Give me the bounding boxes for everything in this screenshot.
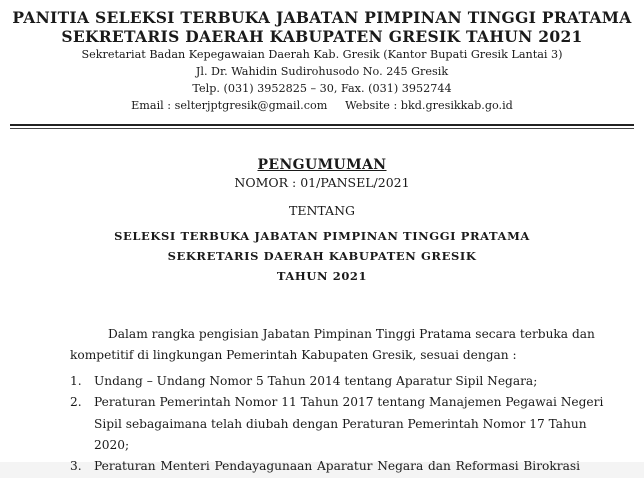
list-item-text xyxy=(94,392,604,456)
list-item xyxy=(70,371,580,392)
list-item xyxy=(70,456,580,477)
letterhead-email-website: Email : selterjptgresik@gmail.com Website : bkd.gresikkab.go.id xyxy=(131,99,513,112)
list-item-text-line-2: Sipil sebagaimana telah diubah dengan Peraturan Pemerintah Nomor 17 Tahun xyxy=(94,416,587,431)
list-item-text-line-1: Peraturan Pemerintah Nomor 11 Tahun 2017 tentang Manajemen Pegawai Negeri xyxy=(94,395,604,410)
letterhead-org-name: PANITIA SELEKSI TERBUKA JABATAN PIMPINAN TINGGI PRATAMA xyxy=(12,8,632,27)
letterhead-divider-thin xyxy=(10,128,634,129)
list-item-text-line-1: Peraturan Menteri Pendayagunaan Aparatur Negara dan Reformasi Birokrasi xyxy=(94,459,580,474)
legal-basis-list xyxy=(70,371,604,478)
list-item-number: 2. xyxy=(70,395,82,410)
announcement-subject-line-2: SEKRETARIS DAERAH KABUPATEN GRESIK xyxy=(167,249,477,263)
intro-line-2: kompetitif di lingkungan Pemerintah Kabupaten Gresik, sesuai dengan : xyxy=(70,348,517,363)
list-item-text-line-3: 2020; xyxy=(94,438,130,453)
letterhead-address-office: Sekretariat Badan Kepegawaian Daerah Kab. Gresik (Kantor Bupati Gresik Lantai 3) xyxy=(81,48,563,61)
announcement-subject-line-3: TAHUN 2021 xyxy=(276,269,368,283)
letterhead-phone-fax: Telp. (031) 3952825 – 30, Fax. (031) 3952744 xyxy=(192,82,452,95)
list-item-number: 1. xyxy=(70,373,82,388)
list-item-number: 3. xyxy=(70,459,82,474)
announcement-subject-line-1: SELEKSI TERBUKA JABATAN PIMPINAN TINGGI PRATAMA xyxy=(114,229,530,243)
announcement-title: PENGUMUMAN xyxy=(257,157,387,173)
letterhead-divider-thick xyxy=(10,124,634,126)
letterhead-address-street: Jl. Dr. Wahidin Sudirohusodo No. 245 Gresik xyxy=(195,65,449,78)
announcement-body xyxy=(70,324,604,478)
announcement-number: NOMOR : 01/PANSEL/2021 xyxy=(234,175,410,190)
intro-line-1: Dalam rangka pengisian Jabatan Pimpinan Tinggi Pratama secara terbuka dan xyxy=(108,327,595,341)
intro-paragraph xyxy=(70,324,595,367)
announcement-about: TENTANG xyxy=(288,203,355,218)
list-item xyxy=(70,392,604,456)
announcement-header xyxy=(0,156,644,286)
letterhead xyxy=(0,8,644,114)
list-item-text: Undang – Undang Nomor 5 Tahun 2014 tentang Aparatur Sipil Negara; xyxy=(94,373,538,388)
letterhead-org-subtitle: SEKRETARIS DAERAH KABUPATEN GRESIK TAHUN 2021 xyxy=(61,27,583,46)
